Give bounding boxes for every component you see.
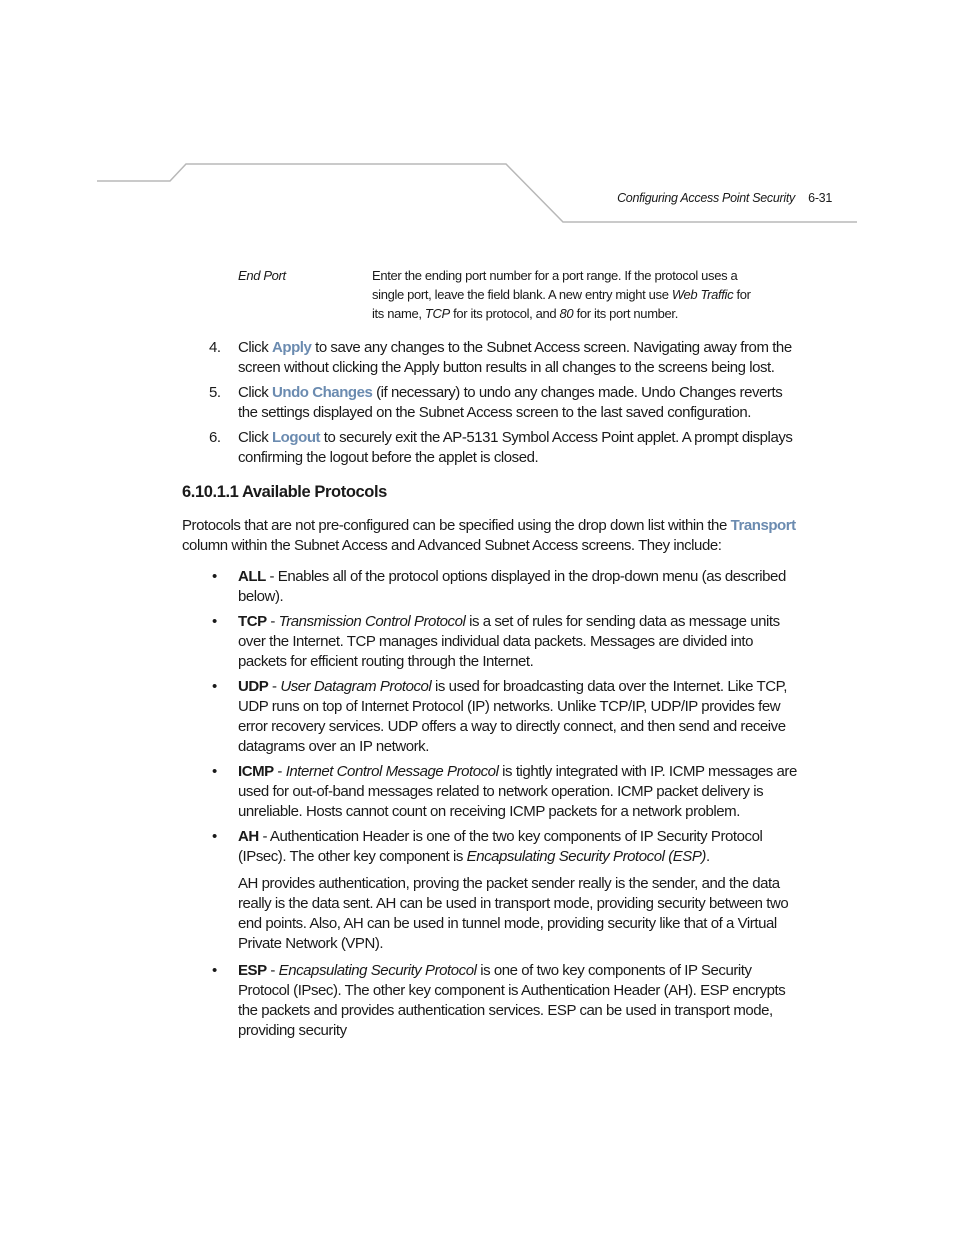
list-item: • ESP - Encapsulating Security Protocol is one of two key components of IP Security Protocol (IPsec). The other key component is Authentication Header (AH). ESP encrypts the packets and provides authentication services. ESP can be used in transport mode, providing security [212,962,786,1039]
definition-description: Enter the ending port number for a port range. If the protocol uses a single port, leave the field blank. A new entry might use Web Traffic for its name, TCP for its protocol, and 80 for its port number. [372,268,751,321]
list-item: • UDP - User Datagram Protocol is used for broadcasting data over the Internet. Like TCP, UDP runs on top of Internet Protocol (IP) networks. Unlike TCP/IP, UDP/IP provides few error recovery services. UDP offers a way to directly connect, and then send and receive datagrams over an IP network. [212,678,787,755]
logout-link[interactable]: Logout [271,429,321,446]
list-item: • AH - Authentication Header is one of the two key components of IP Security Protocol (IPsec). The other key component is Encapsulating Security Protocol (ESP). AH provides authentication, proving the packet sender really is the sender, and the data really is the data sent. AH can be used in transport mode, providing security between two end points. Also, AH can be used in tunnel mode, providing security like that of a Virtual Private Network (VPN). [182,827,802,954]
list-item: • ALL - Enables all of the protocol options displayed in the drop-down menu (as described below). [212,568,786,605]
steps-list [182,338,800,473]
step-item: 5. Click Undo Changes (if necessary) to undo any changes made. Undo Changes reverts the settings displayed on the Subnet Access screen to the last saved configuration. [209,384,783,421]
running-head [560,191,832,205]
list-item: • ICMP - Internet Control Message Protocol is tightly integrated with IP. ICMP messages are used for out-of-band messages related to network operation. ICMP packet delivery is unreliable. Hosts cannot count on receiving ICMP packets for a network problem. [212,763,797,820]
page-number: 6-31 [808,191,832,205]
step-item: 6. Click Logout to securely exit the AP-5131 Symbol Access Point applet. A prompt displays confirming the logout before the applet is closed. [209,429,793,466]
list-item: • TCP - Transmission Control Protocol is a set of rules for sending data as message units over the Internet. TCP manages individual data packets. Messages are divided into packets for efficient routing through the Internet. [212,613,780,670]
apply-link[interactable]: Apply [271,339,312,356]
intro-paragraph: Protocols that are not pre-configured can be specified using the drop down list within the Transport column within the Subnet Access and Advanced Subnet Access screens. They include: [182,517,796,554]
section-heading: 6.10.1.1 Available Protocols [182,483,387,501]
undo-changes-link[interactable]: Undo Changes [271,384,373,401]
definition-term: End Port [238,268,286,283]
transport-link[interactable]: Transport [730,517,796,534]
step-item: 4. Click Apply to save any changes to the Subnet Access screen. Navigating away from the screen without clicking the Apply button results in all changes to the screens being lost. [209,339,792,376]
ah-detail-paragraph: AH provides authentication, proving the packet sender really is the sender, and the data really is the data sent. AH can be used in transport mode, providing security between two end points. Also, AH can be used in tunnel mode, providing security like that of a Virtual Private Network (VPN). [238,875,789,952]
protocol-list [182,567,802,1046]
running-head-title: Configuring Access Point Security [617,191,795,205]
